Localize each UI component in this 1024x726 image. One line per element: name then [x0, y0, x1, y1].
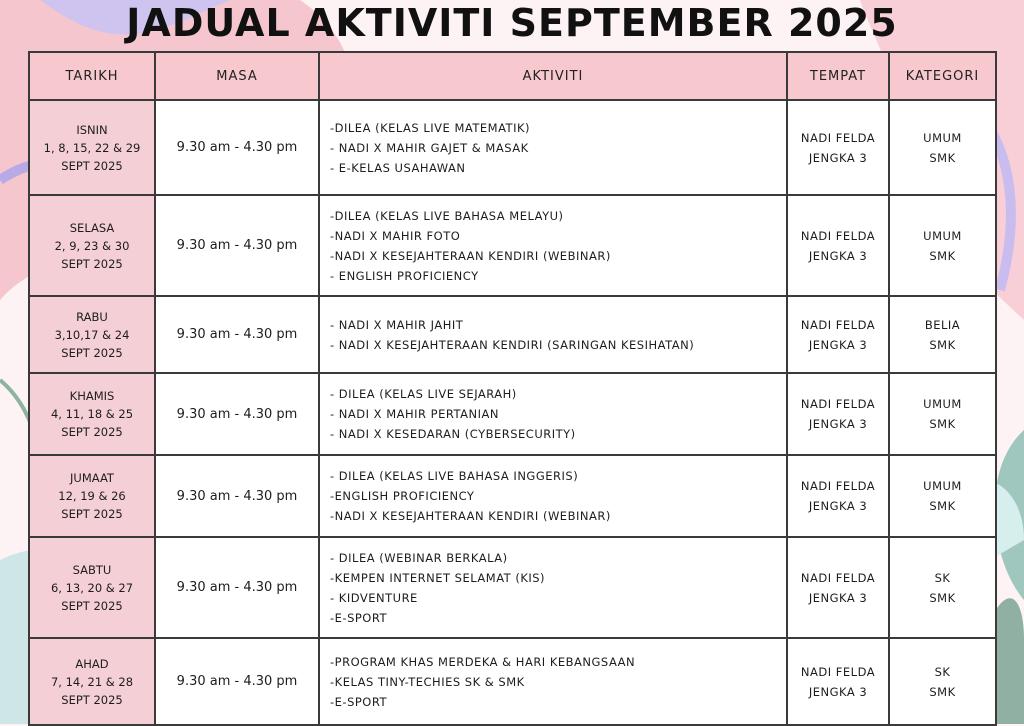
activity-item: -NADI X MAHIR FOTO: [330, 228, 461, 243]
category-line: SMK: [929, 684, 956, 699]
page-title: JADUAL AKTIVITI SEPTEMBER 2025: [126, 1, 898, 45]
time-cell: 9.30 am - 4.30 pm: [155, 373, 319, 455]
place-line: NADI FELDA: [800, 479, 876, 493]
category-cell: [889, 195, 996, 296]
activity-item: -PROGRAM KHAS MERDEKA & HARI KEBANGSAAN: [330, 654, 636, 669]
table-row: [29, 537, 996, 638]
activity-item: -KEMPEN INTERNET SELAMAT (KIS): [330, 570, 546, 585]
activity-cell: [319, 373, 787, 455]
day-month: SEPT 2025: [61, 345, 123, 360]
category-line: SMK: [929, 417, 956, 431]
category-cell: [889, 638, 996, 725]
day-name: JUMAAT: [70, 471, 114, 485]
category-line: SMK: [929, 248, 956, 263]
activity-item: - NADI X MAHIR PERTANIAN: [330, 407, 500, 421]
table-row: [29, 296, 996, 373]
header-tarikh: TARIKH: [29, 52, 155, 100]
date-cell: [29, 537, 155, 638]
schedule-table: [28, 51, 997, 726]
place-line: JENGKA 3: [808, 248, 868, 263]
time-cell: 9.30 am - 4.30 pm: [155, 537, 319, 638]
header-aktiviti: AKTIVITI: [319, 52, 787, 100]
header-tempat: TEMPAT: [787, 52, 889, 100]
category-line: SK: [934, 570, 951, 585]
activity-item: - KIDVENTURE: [330, 590, 418, 605]
header-kategori: KATEGORI: [889, 52, 996, 100]
activity-item: - NADI X KESEJAHTERAAN KENDIRI (SARINGAN KESIHATAN): [330, 337, 695, 352]
place-cell: [787, 296, 889, 373]
activity-item: -NADI X KESEJAHTERAAN KENDIRI (WEBINAR): [330, 509, 611, 523]
table-row: [29, 195, 996, 296]
day-month: SEPT 2025: [61, 425, 123, 439]
day-dates: 6, 13, 20 & 27: [50, 580, 134, 595]
category-line: SMK: [929, 150, 956, 165]
activity-item: - NADI X KESEDARAN (CYBERSECURITY): [330, 427, 576, 441]
category-line: SK: [934, 664, 951, 679]
activity-item: -E-SPORT: [330, 610, 388, 625]
place-cell: [787, 195, 889, 296]
activity-item: -KELAS TINY-TECHIES SK & SMK: [330, 674, 525, 689]
time-cell: 9.30 am - 4.30 pm: [155, 455, 319, 537]
place-cell: [787, 100, 889, 195]
place-line: NADI FELDA: [800, 397, 876, 411]
activity-cell: [319, 638, 787, 725]
place-cell: [787, 455, 889, 537]
place-line: JENGKA 3: [808, 337, 868, 352]
category-cell: [889, 100, 996, 195]
activity-item: -E-SPORT: [330, 694, 388, 709]
header-masa: MASA: [155, 52, 319, 100]
category-line: UMUM: [923, 397, 962, 411]
category-line: UMUM: [923, 479, 962, 493]
place-cell: [787, 373, 889, 455]
day-dates: 12, 19 & 26: [58, 489, 126, 503]
date-cell: [29, 100, 155, 195]
date-cell: [29, 638, 155, 725]
time-cell: 9.30 am - 4.30 pm: [155, 638, 319, 725]
day-name: RABU: [76, 309, 108, 324]
activity-item: -ENGLISH PROFICIENCY: [330, 489, 475, 503]
day-month: SEPT 2025: [61, 507, 123, 521]
category-line: UMUM: [923, 130, 962, 145]
category-line: BELIA: [924, 317, 961, 332]
activity-item: - DILEA (KELAS LIVE BAHASA INGGERIS): [330, 469, 579, 483]
category-cell: [889, 296, 996, 373]
place-line: NADI FELDA: [800, 570, 876, 585]
activity-item: - ENGLISH PROFICIENCY: [330, 268, 479, 283]
day-name: ISNIN: [76, 122, 108, 137]
date-cell: [29, 296, 155, 373]
day-month: SEPT 2025: [61, 158, 123, 173]
activity-cell: [319, 100, 787, 195]
table-row: [29, 455, 996, 537]
place-line: NADI FELDA: [800, 317, 876, 332]
category-line: SMK: [929, 590, 956, 605]
day-name: SABTU: [72, 562, 112, 577]
day-name: AHAD: [75, 656, 109, 671]
activity-cell: [319, 455, 787, 537]
day-dates: 4, 11, 18 & 25: [50, 407, 134, 421]
place-line: JENGKA 3: [808, 590, 868, 605]
category-cell: [889, 373, 996, 455]
activity-item: -DILEA (KELAS LIVE MATEMATIK): [330, 120, 530, 135]
activity-item: - E-KELAS USAHAWAN: [330, 160, 466, 175]
activity-item: - DILEA (WEBINAR BERKALA): [330, 550, 508, 565]
activity-item: - DILEA (KELAS LIVE SEJARAH): [330, 387, 517, 401]
place-cell: [787, 638, 889, 725]
category-line: UMUM: [923, 228, 962, 243]
table-row: [29, 373, 996, 455]
place-line: NADI FELDA: [800, 130, 876, 145]
day-name: KHAMIS: [69, 389, 115, 403]
date-cell: [29, 373, 155, 455]
day-month: SEPT 2025: [61, 598, 123, 613]
activity-cell: [319, 537, 787, 638]
day-month: SEPT 2025: [61, 692, 123, 707]
category-line: SMK: [929, 337, 956, 352]
activity-item: - NADI X MAHIR GAJET & MASAK: [330, 140, 529, 155]
day-dates: 1, 8, 15, 22 & 29: [43, 140, 141, 155]
place-line: NADI FELDA: [800, 228, 876, 243]
category-cell: [889, 537, 996, 638]
date-cell: [29, 195, 155, 296]
day-dates: 3,10,17 & 24: [54, 327, 130, 342]
category-cell: [889, 455, 996, 537]
day-month: SEPT 2025: [61, 256, 123, 271]
day-dates: 7, 14, 21 & 28: [50, 674, 134, 689]
date-cell: [29, 455, 155, 537]
activity-cell: [319, 296, 787, 373]
day-dates: 2, 9, 23 & 30: [54, 238, 130, 253]
activity-item: - NADI X MAHIR JAHIT: [330, 317, 464, 332]
activity-item: -NADI X KESEJAHTERAAN KENDIRI (WEBINAR): [330, 248, 611, 263]
day-name: SELASA: [69, 220, 115, 235]
time-cell: 9.30 am - 4.30 pm: [155, 195, 319, 296]
table-row: [29, 638, 996, 725]
place-line: JENGKA 3: [808, 150, 868, 165]
time-cell: 9.30 am - 4.30 pm: [155, 296, 319, 373]
header-row: [29, 52, 996, 100]
activity-item: -DILEA (KELAS LIVE BAHASA MELAYU): [330, 208, 564, 223]
time-cell: 9.30 am - 4.30 pm: [155, 100, 319, 195]
place-line: JENGKA 3: [808, 417, 868, 431]
activity-cell: [319, 195, 787, 296]
place-line: NADI FELDA: [800, 664, 876, 679]
place-line: JENGKA 3: [808, 499, 868, 513]
table-row: [29, 100, 996, 195]
category-line: SMK: [929, 499, 956, 513]
place-line: JENGKA 3: [808, 684, 868, 699]
place-cell: [787, 537, 889, 638]
